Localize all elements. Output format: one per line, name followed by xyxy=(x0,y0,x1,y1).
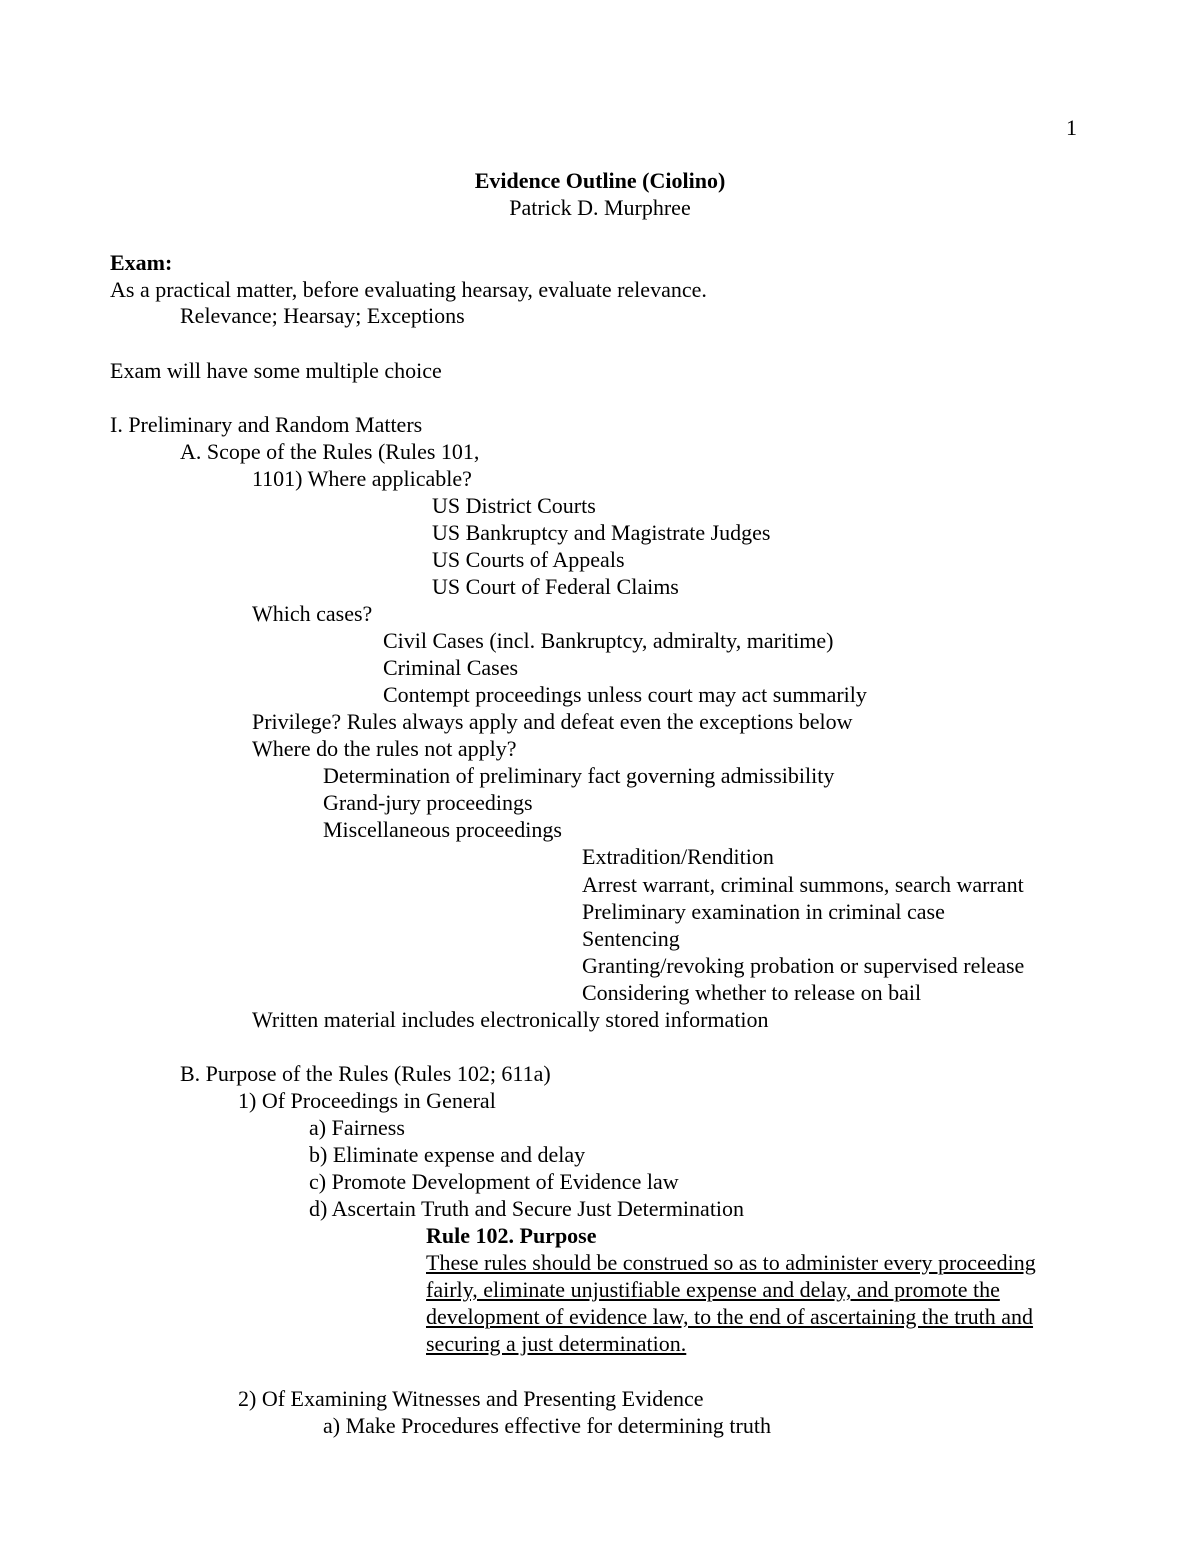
subsection-b-heading: B. Purpose of the Rules (Rules 102; 611a) xyxy=(180,1061,551,1086)
list-item: Criminal Cases xyxy=(383,655,519,680)
which-cases-label: Which cases? xyxy=(252,601,373,626)
privilege-note: Privilege? Rules always apply and defeat even the exceptions below xyxy=(252,709,853,734)
subsection-b2-heading: 2) Of Examining Witnesses and Presenting Evidence xyxy=(238,1386,704,1411)
exam-note: As a practical matter, before evaluating hearsay, evaluate relevance. xyxy=(110,277,707,302)
list-item: US Court of Federal Claims xyxy=(432,574,679,599)
exam-topics: Relevance; Hearsay; Exceptions xyxy=(180,303,465,328)
list-item: Grand-jury proceedings xyxy=(323,790,533,815)
list-item: d) Ascertain Truth and Secure Just Determination xyxy=(309,1196,745,1221)
not-apply-label: Where do the rules not apply? xyxy=(252,736,517,761)
subsection-a-heading-cont: 1101) Where applicable? xyxy=(252,466,472,491)
written-material-note: Written material includes electronically stored information xyxy=(252,1007,769,1032)
rule-text-line: fairly, eliminate unjustifiable expense and delay, and promote the xyxy=(426,1277,1000,1302)
list-item: Miscellaneous proceedings xyxy=(323,817,562,842)
subsection-b1-heading: 1) Of Proceedings in General xyxy=(238,1088,496,1113)
exam-heading: Exam: xyxy=(110,250,173,275)
rule-heading: Rule 102. Purpose xyxy=(426,1223,597,1248)
subsection-a-heading: A. Scope of the Rules (Rules 101, xyxy=(180,439,480,464)
list-item: Civil Cases (incl. Bankruptcy, admiralty, maritime) xyxy=(383,628,834,653)
page-number: 1 xyxy=(1066,115,1077,140)
rule-text-line: These rules should be construed so as to administer every proceeding xyxy=(426,1250,1036,1275)
list-item: Contempt proceedings unless court may act summarily xyxy=(383,682,867,707)
list-item: Arrest warrant, criminal summons, search warrant xyxy=(582,872,1024,897)
rule-text-line: securing a just determination. xyxy=(426,1331,687,1356)
rule-text-line: development of evidence law, to the end of ascertaining the truth and xyxy=(426,1304,1034,1329)
document-title: Evidence Outline (Ciolino) xyxy=(474,168,726,193)
list-item: Sentencing xyxy=(582,926,680,951)
exam-format: Exam will have some multiple choice xyxy=(110,358,442,383)
document-author: Patrick D. Murphree xyxy=(509,195,691,220)
list-item: b) Eliminate expense and delay xyxy=(309,1142,586,1167)
list-item: a) Fairness xyxy=(309,1115,405,1140)
list-item: Determination of preliminary fact governing admissibility xyxy=(323,763,835,788)
list-item: Preliminary examination in criminal case xyxy=(582,899,945,924)
list-item: a) Make Procedures effective for determining truth xyxy=(323,1413,771,1438)
section-heading: I. Preliminary and Random Matters xyxy=(110,412,423,437)
list-item: Granting/revoking probation or supervised release xyxy=(582,953,1025,978)
list-item: Extradition/Rendition xyxy=(582,844,774,869)
list-item: c) Promote Development of Evidence law xyxy=(309,1169,679,1194)
list-item: US Courts of Appeals xyxy=(432,547,625,572)
list-item: US District Courts xyxy=(432,493,596,518)
list-item: US Bankruptcy and Magistrate Judges xyxy=(432,520,771,545)
list-item: Considering whether to release on bail xyxy=(582,980,922,1005)
